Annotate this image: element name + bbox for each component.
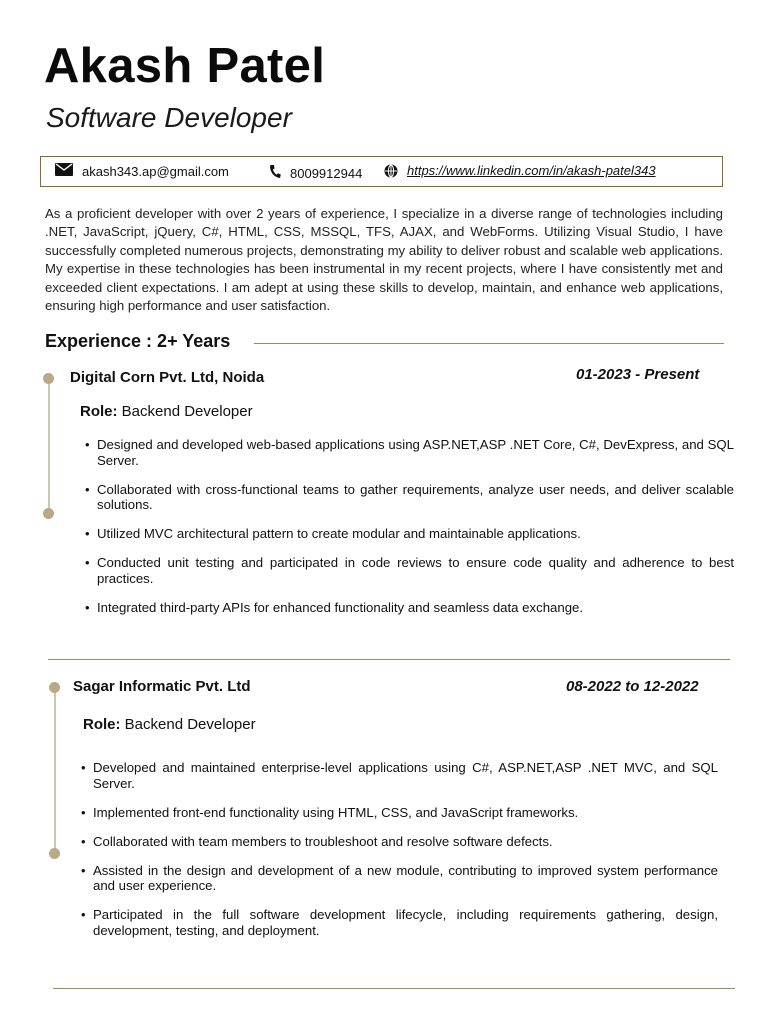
job-company: Sagar Informatic Pvt. Ltd xyxy=(73,678,251,695)
list-item: • Conducted unit testing and participated in code reviews to ensure code quality and adherence to best practices. xyxy=(85,555,734,586)
list-item: • Implemented front-end functionality using HTML, CSS, and JavaScript frameworks. xyxy=(81,804,579,820)
job-role xyxy=(80,403,253,420)
job-bullets xyxy=(85,437,734,629)
timeline-dot xyxy=(43,373,54,384)
globe-icon xyxy=(384,164,407,181)
timeline-line xyxy=(48,379,50,514)
contact-phone[interactable] xyxy=(269,164,362,182)
job-divider xyxy=(53,988,735,989)
role-value: Backend Developer xyxy=(124,716,256,733)
section-rule xyxy=(254,343,724,344)
profile-summary: As a proficient developer with over 2 years of experience, I specialize in a diverse range of technologies including .NET, JavaScript, jQuery, C#, HTML, CSS, MSSQL, TFS, AJAX, and WebForms. Utilizing Visual Studio, I have successfully completed numerous projects, demonstrating my ability to deliver robust and scalable web applications. My expertise in these technologies has been instrumental in my recent projects, where I have consistently met and exceeded client expectations. I am adept at using these skills to develop, maintain, and enhance web applications, ensuring high performance and user satisfaction. xyxy=(45,206,723,314)
job-dates: 08-2022 to 12-2022 xyxy=(566,678,699,695)
list-item: • Utilized MVC architectural pattern to create modular and maintainable applications. xyxy=(85,526,581,541)
job-company: Digital Corn Pvt. Ltd, Noida xyxy=(70,369,265,386)
job-title: Software Developer xyxy=(46,102,292,133)
list-item: • Participated in the full software development lifecycle, including requirements gathering, design, development, testing, and deployment. xyxy=(81,907,718,938)
phone-icon xyxy=(269,164,290,182)
list-item: • Designed and developed web-based applications using ASP.NET,ASP .NET Core, C#, DevExpress, and SQL Server. xyxy=(85,437,734,468)
role-label: Role: xyxy=(80,403,118,420)
job-dates: 01-2023 - Present xyxy=(576,366,700,383)
contact-email[interactable] xyxy=(55,163,229,179)
list-item: • Integrated third-party APIs for enhanced functionality and seamless data exchange. xyxy=(85,599,584,615)
list-item: • Collaborated with cross-functional teams to gather requirements, analyze user needs, and deliver scalable solutions. xyxy=(85,481,734,512)
job-divider xyxy=(48,659,730,660)
candidate-name: Akash Patel xyxy=(44,39,326,93)
experience-heading: Experience : 2+ Years xyxy=(45,331,231,351)
list-item: • Assisted in the design and development of a new module, contributing to improved system performance and user experience. xyxy=(81,862,718,893)
role-label: Role: xyxy=(83,716,121,733)
envelope-icon xyxy=(55,163,82,179)
linkedin-link[interactable]: https://www.linkedin.com/in/akash-patel343 xyxy=(407,163,656,178)
contact-linkedin[interactable] xyxy=(384,160,656,181)
phone-text: 8009912944 xyxy=(290,165,363,181)
timeline-line xyxy=(54,692,56,854)
timeline-dot xyxy=(49,682,60,693)
contact-bar xyxy=(40,156,723,187)
list-item: • Collaborated with team members to troubleshoot and resolve software defects. xyxy=(81,833,553,849)
email-text: akash343.ap@gmail.com xyxy=(82,163,229,179)
list-item: • Developed and maintained enterprise-level applications using C#, ASP.NET,ASP .NET MVC, and SQL Server. xyxy=(81,760,718,791)
role-value: Backend Developer xyxy=(121,403,253,420)
timeline-dot xyxy=(43,508,54,519)
timeline-dot xyxy=(49,848,60,859)
job-role xyxy=(83,716,256,733)
job-bullets xyxy=(81,760,718,952)
